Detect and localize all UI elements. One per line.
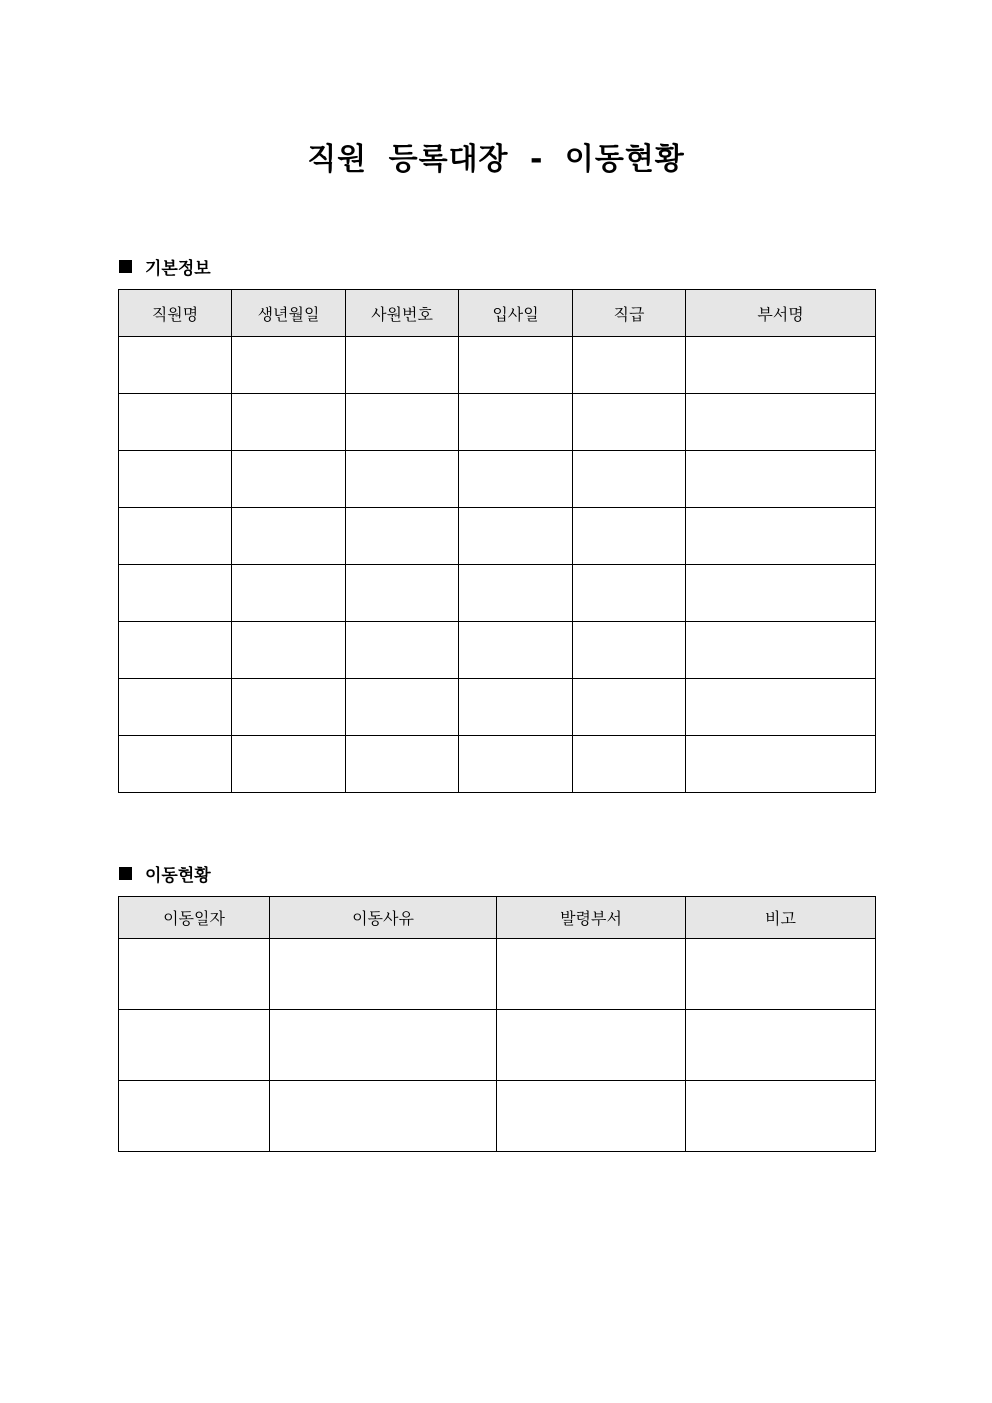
transfer-status-table [118,896,876,1152]
table-row [119,337,876,394]
table-cell[interactable] [686,508,876,565]
table-cell[interactable] [119,1081,270,1152]
table-cell[interactable] [119,939,270,1010]
table-cell[interactable] [119,508,232,565]
table-row [119,394,876,451]
transfer-status-heading [119,861,211,886]
table-cell[interactable] [119,565,232,622]
table-cell[interactable] [686,394,876,451]
table-cell[interactable] [346,679,459,736]
transfer-status-heading-text: 이동현황 [145,866,211,886]
table-cell[interactable] [270,939,497,1010]
table-row [119,1081,876,1152]
column-header-transfer-date: 이동일자 [119,897,270,939]
basic-info-heading-text: 기본정보 [145,259,211,279]
column-header-assigned-department: 발령부서 [497,897,686,939]
table-cell[interactable] [497,1081,686,1152]
table-cell[interactable] [459,622,573,679]
square-bullet-icon [119,867,132,880]
table-header-row [119,897,876,939]
table-cell[interactable] [346,622,459,679]
column-header-transfer-reason: 이동사유 [270,897,497,939]
table-cell[interactable] [686,622,876,679]
basic-info-heading [119,254,211,279]
table-cell[interactable] [686,451,876,508]
table-row [119,508,876,565]
table-cell[interactable] [232,679,346,736]
table-cell[interactable] [459,508,573,565]
table-cell[interactable] [573,337,686,394]
table-cell[interactable] [232,565,346,622]
table-cell[interactable] [573,565,686,622]
table-cell[interactable] [346,451,459,508]
table-row [119,565,876,622]
column-header-employee-number: 사원번호 [346,290,459,337]
table-cell[interactable] [686,1081,876,1152]
table-cell[interactable] [119,679,232,736]
table-cell[interactable] [119,622,232,679]
table-cell[interactable] [346,337,459,394]
table-cell[interactable] [459,337,573,394]
table-cell[interactable] [573,394,686,451]
table-cell[interactable] [270,1081,497,1152]
column-header-department: 부서명 [686,290,876,337]
table-cell[interactable] [573,508,686,565]
column-header-employee-name: 직원명 [119,290,232,337]
table-cell[interactable] [119,394,232,451]
table-cell[interactable] [686,565,876,622]
basic-info-table [118,289,876,793]
table-cell[interactable] [497,939,686,1010]
column-header-position: 직급 [573,290,686,337]
table-cell[interactable] [573,679,686,736]
table-cell[interactable] [459,394,573,451]
table-cell[interactable] [497,1010,686,1081]
table-row [119,622,876,679]
table-cell[interactable] [459,565,573,622]
table-cell[interactable] [686,337,876,394]
table-cell[interactable] [270,1010,497,1081]
table-header-row [119,290,876,337]
column-header-join-date: 입사일 [459,290,573,337]
table-cell[interactable] [346,394,459,451]
table-row [119,736,876,793]
table-cell[interactable] [119,736,232,793]
table-cell[interactable] [459,736,573,793]
table-cell[interactable] [573,451,686,508]
document-title: 직원 등록대장 - 이동현황 [307,142,685,177]
table-cell[interactable] [232,394,346,451]
column-header-remarks: 비고 [686,897,876,939]
table-cell[interactable] [232,508,346,565]
table-cell[interactable] [459,679,573,736]
table-cell[interactable] [232,451,346,508]
table-cell[interactable] [232,736,346,793]
table-cell[interactable] [119,451,232,508]
table-cell[interactable] [686,736,876,793]
column-header-birth-date: 생년월일 [232,290,346,337]
table-cell[interactable] [232,622,346,679]
table-row [119,1010,876,1081]
table-cell[interactable] [573,622,686,679]
table-cell[interactable] [686,939,876,1010]
table-cell[interactable] [119,337,232,394]
table-cell[interactable] [346,736,459,793]
table-cell[interactable] [573,736,686,793]
table-row [119,939,876,1010]
table-cell[interactable] [686,1010,876,1081]
table-row [119,679,876,736]
table-cell[interactable] [346,565,459,622]
table-cell[interactable] [346,508,459,565]
table-cell[interactable] [232,337,346,394]
table-cell[interactable] [459,451,573,508]
table-row [119,451,876,508]
square-bullet-icon [119,260,132,273]
table-cell[interactable] [686,679,876,736]
table-cell[interactable] [119,1010,270,1081]
